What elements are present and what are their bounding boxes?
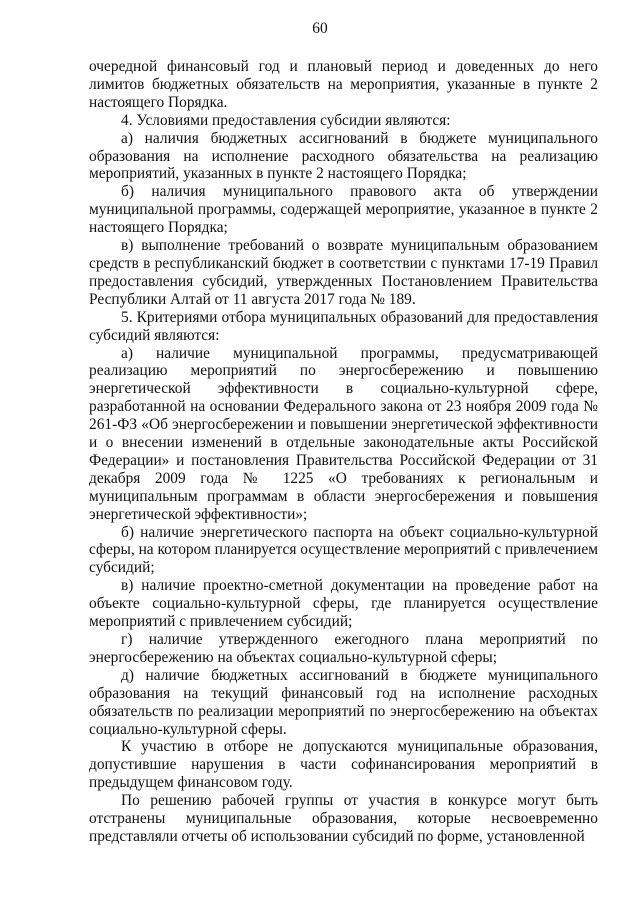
paragraph-item-5: 5. Критериями отбора муниципальных образований для предоставления субсидий являются:: [89, 308, 598, 344]
paragraph-exclusion: К участию в отборе не допускаются муниципальные образования, допустившие нарушения в части софинансирования мероприятий в предыдущем финансовом году.: [89, 738, 598, 792]
paragraph-item-4b: б) наличия муниципального правового акта об утверждении муниципальной программы, содержащей мероприятие, указанное в пункте 2 настоящего Порядка;: [89, 183, 598, 237]
paragraph-continuation: очередной финансовый год и плановый период и доведенных до него лимитов бюджетных обязательств на мероприятия, указанные в пункте 2 настоящего Порядка.: [89, 58, 598, 111]
page-number: 60: [312, 20, 328, 37]
paragraph-item-5b: б) наличие энергетического паспорта на объект социально-культурной сферы, на котором планируется осуществление мероприятий с привлечением субсидий;: [89, 523, 598, 577]
paragraph-item-4v: в) выполнение требований о возврате муниципальным образованием средств в республиканский бюджет в соответствии с пунктами 17-19 Правил предоставления субсидий, утвержденных Постановлением Правительства Республики Алтай от 11 августа 2017 года № 189.: [89, 237, 598, 308]
paragraph-item-5d: д) наличие бюджетных ассигнований в бюджете муниципального образования на текущий финансовый год на исполнение расходных обязательств по реализации мероприятий по энергосбережению на объектах социально-культурной сферы.: [89, 666, 598, 738]
paragraph-removal: По решению рабочей группы от участия в конкурсе могут быть отстранены муниципальные образования, которые несвоевременно представляли отчеты об использовании субсидий по форме, установленной: [89, 792, 598, 845]
paragraph-item-5v: в) наличие проектно-сметной документации на проведение работ на объекте социально-культурной сферы, где планируется осуществление мероприятий с привлечением субсидий;: [89, 577, 598, 631]
paragraph-item-4a: а) наличия бюджетных ассигнований в бюджете муниципального образования на исполнение расходного обязательства на реализацию мероприятий, указанных в пункте 2 настоящего Порядка;: [89, 129, 598, 183]
paragraph-item-5g: г) наличие утвержденного ежегодного плана мероприятий по энергосбережению на объектах социально-культурной сферы;: [89, 631, 598, 666]
paragraph-item-5a: а) наличие муниципальной программы, предусматривающей реализацию мероприятий по энергосбережению и повышению энергетической эффективности в социально-культурной сфере, разработанной на основании Федерального закона от 23 ноября 2009 года № 261-ФЗ «Об энергосбережении и повышении энергетической эффективности и о внесении изменений в отдельные законодательные акты Российской Федерации» и постановления Правительства Российской Федерации от 31 декабря 2009 года № 1225 «О требованиях к региональным и муниципальным программам в области энергосбережения и повышения энергетической эффективности»;: [89, 344, 598, 523]
document-body: [89, 58, 598, 846]
paragraph-item-4: 4. Условиями предоставления субсидии являются:: [121, 111, 451, 129]
